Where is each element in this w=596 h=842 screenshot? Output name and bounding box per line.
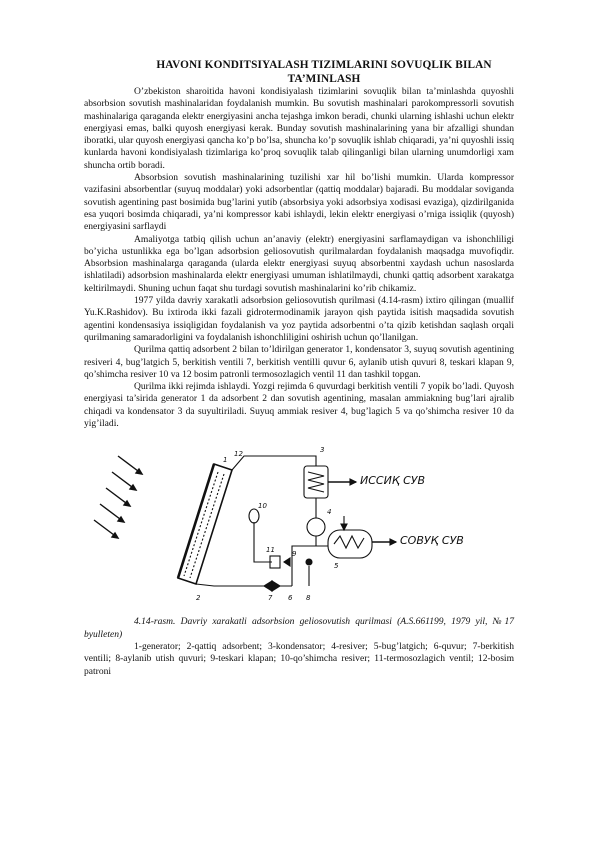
sun-rays — [94, 456, 142, 538]
figure-legend: 1-generator; 2-qattiq adsorbent; 3-kondensator; 4-resiver; 5-bug’latgich; 6-quvur; 7-berkitish ventili; 8-aylanib utish quvuri; 9-teskari klapan; 10-qo’shimcha resiver; 11-termosozlagich ventil; 12-bosim patroni — [84, 640, 514, 677]
figure-diagram — [84, 436, 514, 612]
part-number-8: 8 — [306, 594, 311, 603]
part-number-6: 6 — [288, 594, 293, 603]
part-number-5: 5 — [334, 562, 339, 571]
pipe-top — [232, 456, 316, 470]
part-number-10: 10 — [258, 502, 267, 511]
condenser-coil — [308, 472, 324, 492]
paragraph-6: Qurilma ikki rejimda ishlaydi. Yozgi rejimda 6 quvurdagi berkitish ventili 7 yopik bo’ladi. Quyosh energiyasi ta’sirida generator 1 da adsorbent 2 dan sovutish agentining, masalan ammiakning bug’lari ajralib chiqadi va kondensator 3 da suyultiriladi. Suyuq ammiak resiver 4, bug’lagich 5 va qo’shimcha resiver 10 da yig’iladi. — [84, 381, 514, 430]
figure-caption: 4.14-rasm. Davriy xarakatli adsorbsion geliosovutish qurilmasi (A.S.661199, 1979 yil, №17 byulleten) — [84, 616, 514, 640]
solar-cooling-diagram — [84, 436, 514, 612]
document-title: HAVONI KONDITSIYALASH TIZIMLARINI SOVUQLIK BILAN TA’MINLASH — [156, 59, 492, 85]
part-number-11: 11 — [266, 546, 275, 555]
document-page — [84, 58, 514, 678]
pipe-receiver-evaporator — [316, 536, 328, 546]
part-number-2: 2 — [196, 594, 201, 603]
part-number-1: 1 — [223, 456, 228, 465]
generator — [178, 464, 232, 584]
paragraph-1: O’zbekiston sharoitida havoni kondisiyalash tizimlarini sovuqlik bilan ta’minlashda quyoshli absorbsion sovutish mashinalaridan foydalanish mumkin. Bu sovutish mashinalari parokompressorli sovutish mashinalariga qaraganda elektr energiyasini ancha tejashga imkon beradi, chunki ularning ishlashi uchun elektr energiyasi emas, balki quyosh energiyasi kerak. Bunday sovutish mashinalarining yana bir afzalligi shundan iboratki, ular quyosh energiyasi qancha ko’p bo’lsa, shuncha ko’p sovuqlik ishlab chiqaradi, ya’ni quyoshli issiq kunlarda havoni kondisiyalash tizimlariga ko’proq sovuqlik talab qilinganligi bilan ularning unumdorligi xam shuncha ortib boradi. — [84, 86, 514, 171]
part-number-12: 12 — [234, 450, 243, 459]
cold-water-label: СОВУҚ СУВ — [400, 534, 464, 548]
auxiliary-receiver — [249, 509, 259, 523]
pipe-10 — [254, 522, 272, 562]
paragraph-4: 1977 yilda davriy xarakatli adsorbsion geliosovutish qurilmasi (4.14-rasm) ixtiro qilingan (muallif Yu.K.Rashidov). Bu ixtiroda ikki fazali gidrotermodinamik jarayon qish paytida isitish maqsadida sovutish agentini kondensasiya issiqligidan foydalanish va yoz paytida adsorbentni o’ta qizib ketishdan saqlash orqali qurilmaning samaradorligini va foydalanish ishonchliligini oshirish uchun qo’llanilgan. — [84, 295, 514, 343]
bypass-junction — [306, 559, 312, 565]
part-number-7: 7 — [268, 594, 273, 603]
hot-water-arrow — [350, 479, 356, 485]
cold-water-arrow — [390, 539, 396, 545]
part-number-3: 3 — [320, 446, 325, 455]
pipe-6 — [292, 546, 324, 586]
part-number-9: 9 — [292, 550, 297, 559]
part-number-4: 4 — [327, 508, 332, 517]
evaporator-coil — [334, 536, 364, 548]
paragraph-5: Qurilma qattiq adsorbent 2 bilan to’ldirilgan generator 1, kondensator 3, suyuq sovutish agentining resiveri 4, bug’latgich 5, berkitish ventili 7, berkitish ventilli quvur 6, aylanib utish quvuri 8, teskari klapan 9, qo’shimcha resiver 10 va 12 bosim patronli termosozlagich ventil 11 dan tashkil topgan. — [84, 344, 514, 380]
check-valve — [284, 558, 290, 566]
receiver — [307, 518, 325, 536]
paragraph-3: Amaliyotga tatbiq qilish uchun an’anaviy (elektr) energiyasini sarflamaydigan va ishonchliligi bo’yicha ustunlikka ega bo’lgan adsorbsion geliosovutish qurilmalardan foydalanish maqsadga muvofiqdir. Absorbsion mashinalarga qaraganda (ularda elektr energiyasi suyuq absorbentni xaydash uchun nasoslarda ishlatiladi) adsorbsion mashinalarda elektr energiyasi umuman ishlatilmaydi, chunki qattiq adsorbent xarakatga keltirilmaydi. Shuning uchun faqat shu turdagi sovutish mashinalarini ko’rib chikamiz. — [84, 233, 514, 294]
paragraph-2: Absorbsion sovutish mashinalarining tuzilishi xar hil bo’lishi mumkin. Ularda kompressor vazifasini absorbentlar (suyuq moddalar) yoki adsorbentlar (qattiq moddalar) bajaradi. Bu moddalar soviganda sovutish agentining past bosimida bug’larini yutib (absorbsiya yoki adsorbsiya xodisasi evaziga), qizdirilganida esa yuqori bosimda chiqaradi, ya’ni kompressor kabi ishlaydi, lekin elektr energiyasi o’rniga issiqlik (quyosh) energiyasini sarflaydi — [84, 172, 514, 233]
shutoff-valve — [264, 581, 272, 591]
hot-water-label: ИССИҚ СУВ — [360, 474, 426, 488]
